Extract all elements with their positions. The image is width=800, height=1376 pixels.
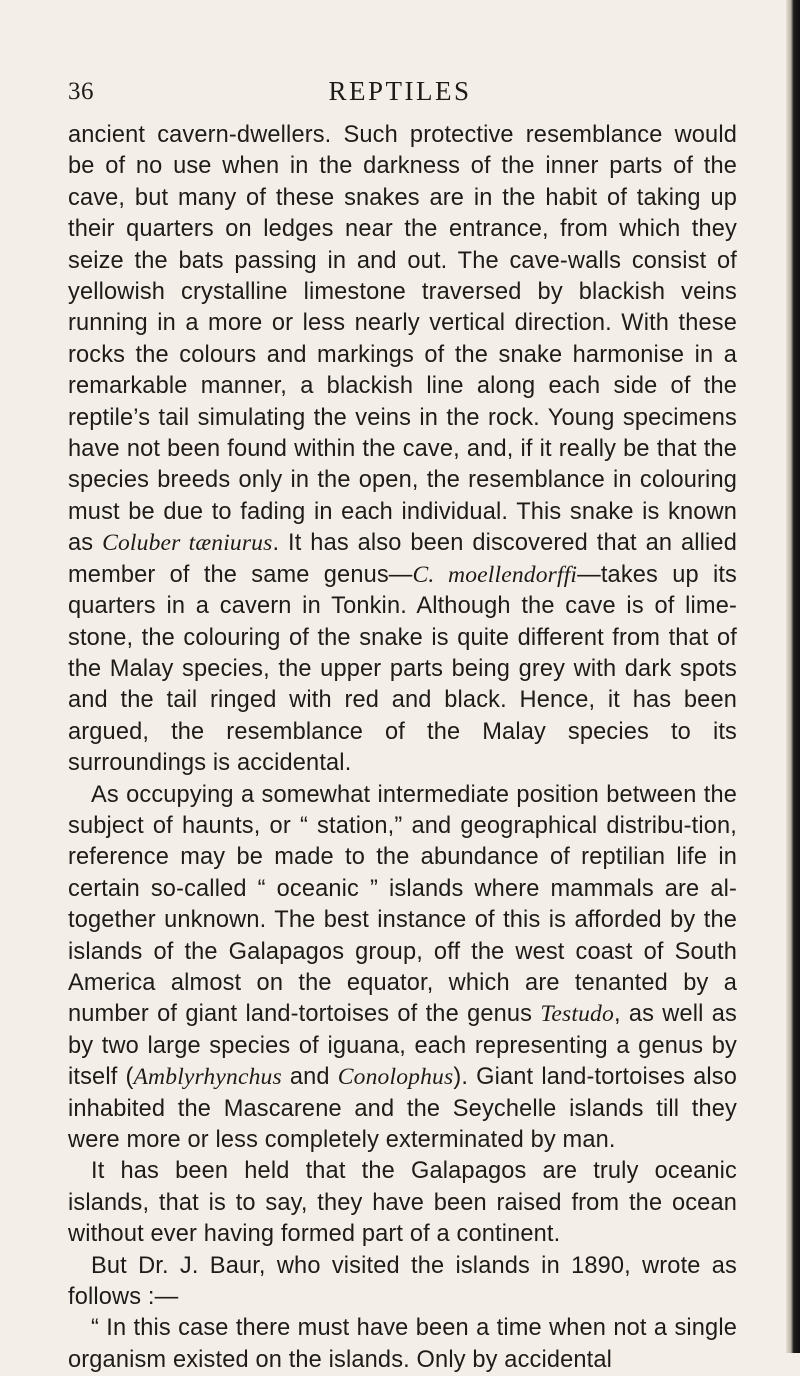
body-text — [68, 120, 737, 1376]
genus-name-italic: Amblyrhynchus — [133, 1064, 282, 1091]
text-segment: But Dr. J. Baur, who visited the islands in 1890, wrote as follows :— — [68, 1252, 737, 1311]
paragraph-1 — [68, 120, 737, 780]
species-name-italic: C. moellendorffi — [412, 561, 578, 588]
text-segment: and — [281, 1064, 338, 1091]
text-segment: ). Giant land-tortoises also inhabited the Mascarene and the Seychelle islands till they were more or less completely exterminated by man. — [68, 1064, 738, 1153]
species-name-italic: Coluber tæniurus — [102, 530, 273, 557]
paragraph-3 — [68, 1156, 737, 1250]
page-edge-shadow — [786, 0, 800, 1353]
genus-name-italic: Testudo — [540, 1001, 614, 1028]
page-number: 36 — [68, 78, 94, 105]
running-title: REPTILES — [328, 76, 472, 106]
text-segment: , as well as by two large species of iguana, each representing a genus by itself ( — [68, 1001, 737, 1091]
genus-name-italic: Conolophus — [337, 1064, 454, 1091]
text-segment: As occupying a somewhat intermediate position between the subject of haunts, or “ station,” and geographical distribu-tion, reference may be made to the abundance of reptilian life in certain so-called “ oceanic ” islands where mammals are al-together unknown. The best instance of this is afforded by the islands of the Galapagos group, off the west coast of South America almost on the equator, which are tenanted by a number of giant land-tortoises of the genus — [68, 781, 737, 1028]
text-segment: It has been held that the Galapagos are truly oceanic islands, that is to say, they have been raised from the ocean without ever having formed part of a continent. — [68, 1158, 737, 1248]
paragraph-5-quotation — [68, 1313, 737, 1376]
paragraph-4 — [68, 1251, 737, 1314]
text-segment: . It has also been discovered that an allied member of the same genus— — [68, 530, 737, 588]
paragraph-2 — [68, 780, 737, 1157]
text-segment: ancient cavern-dwellers. Such protective resemblance would be of no use when in the darkness of the inner parts of the cave, but many of these snakes are in the habit of taking up their quarters on ledges near the entrance, from which they seize the bats passing in and out. The cave-walls consist of yellowish crystalline limestone traversed by blackish veins running in a more or less nearly vertical direction. With these rocks the colours and markings of the snake harmonise in a remarkable manner, a blackish line along each side of the reptile’s tail simulating the veins in the rock. Young specimens have not been found within the cave, and, if it really be that the species breeds only in the open, the resemblance in colouring must be due to fading in each individual. This snake is known as — [68, 122, 737, 557]
text-segment: “ In this case there must have been a time when not a single organism existed on the islands. Only by accidental — [68, 1315, 737, 1373]
text-segment: —takes up its quarters in a cavern in Tonkin. Although the cave is of lime-stone, the colouring of the snake is quite different from that of the Malay species, the upper parts being grey with dark spots and the tail ringed with red and black. Hence, it has been argued, the resemblance of the Malay species to its surroundings is accidental. — [68, 561, 737, 777]
